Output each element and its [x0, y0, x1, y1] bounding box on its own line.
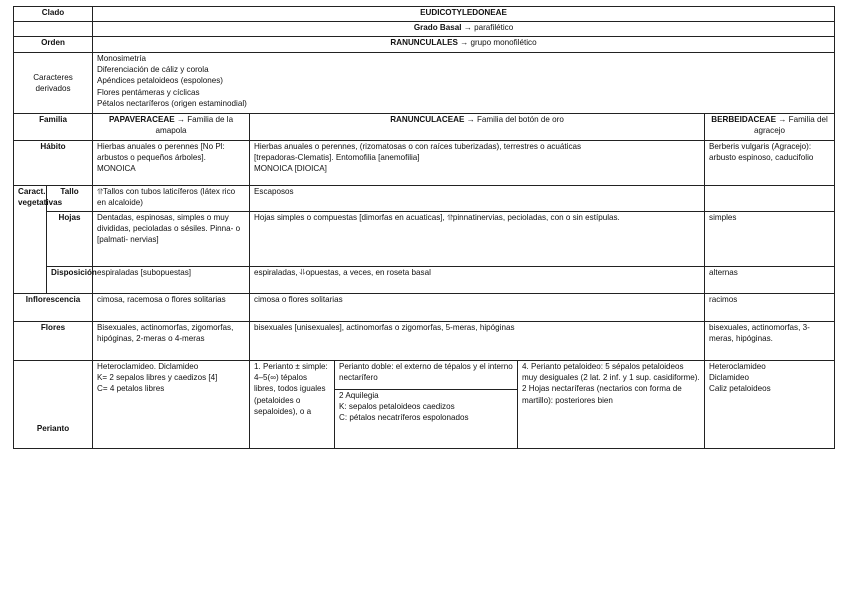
perianto-berb-line: Diclamideo: [709, 373, 750, 383]
grado-value: Grado Basal: [413, 23, 462, 32]
disposicion-label: Disposición: [47, 267, 93, 294]
habito-ranu-line: [trepadoras-Clematis]. Entomofilia [anemofilia]: [254, 153, 420, 163]
row-tallo: [14, 186, 835, 212]
row-disposicion: [14, 267, 835, 294]
flores-ranu: bisexuales [unisexuales], actinomorfas o zigomorfas, 5-meras, hipóginas: [250, 322, 705, 361]
perianto-papa-line: C= 4 petalos libres: [97, 384, 165, 394]
tallo-label: Tallo: [47, 186, 93, 212]
perianto-berb: [705, 361, 835, 449]
habito-ranu-line: Hierbas anuales o perennes, (rizomatosas o con raíces tuberizadas), terrestres o acuáticas: [254, 142, 582, 151]
perianto-ranu-3-line: 4. Perianto petaloideo: 5 sépalos petaloideos muy desiguales (2 lat. 2 inf. y 1 sup. casidiforme).: [522, 362, 700, 383]
orden-suffix: → grupo monofilético: [457, 38, 537, 47]
hojas-berb: simples: [705, 212, 835, 267]
perianto-ranu-3-line: 2 Hojas nectaríferas (nectarios con forma de martillo): posteriores bien: [522, 384, 684, 405]
inflorescencia-papa: cimosa, racemosa o flores solitarias: [93, 294, 250, 322]
row-grado: [14, 22, 835, 37]
row-caracteres: [14, 53, 835, 114]
perianto-ranu-2b-line: 2 Aquilegia: [339, 390, 379, 400]
row-clado: [14, 7, 835, 22]
disposicion-papa: espiraladas [subopuestas]: [93, 267, 250, 294]
perianto-ranu-1: 1. Perianto ± simple: 4–5(∞) tépalos libres, todos iguales (petaloides o sepaloides), o a: [250, 361, 335, 449]
habito-ranu-line: MONOICA [DIOICA]: [254, 164, 327, 174]
perianto-ranu-2b-line: K: sepalos petaloideos caedizos: [339, 401, 455, 411]
perianto-ranu-2b: [335, 389, 517, 423]
familia-berb-name: BERBEIDACEAE: [711, 115, 777, 124]
caracter-item: Apéndices petaloideos (espolones): [97, 76, 224, 86]
inflorescencia-label: Inflorescencia: [14, 294, 93, 322]
clado-label: Clado: [14, 7, 93, 22]
familia-papaveraceae: [93, 114, 250, 141]
orden-value: RANUNCULALES: [390, 38, 458, 47]
perianto-ranu-2-split: [335, 361, 517, 423]
habito-papa: Hierbas anuales o perennes [No Pl: arbustos o pequeños árboles]. MONOICA: [93, 141, 250, 186]
hojas-ranu: Hojas simples o compuestas [dimorfas en acuaticas], ⥣pinnatinervias, pecioladas, con o sin estípulas.: [250, 212, 705, 267]
flores-papa: Bisexuales, actinomorfas, zigomorfas, hipóginas, 2-meras o 4-meras: [93, 322, 250, 361]
inflorescencia-ranu: cimosa o flores solitarias: [250, 294, 705, 322]
row-inflorescencia: [14, 294, 835, 322]
perianto-berb-line: Caliz petaloideos: [709, 384, 771, 394]
orden-label: Orden: [14, 37, 93, 53]
hojas-label: Hojas: [47, 212, 93, 267]
caracter-item: Flores pentámeras y cíclicas: [97, 87, 200, 97]
familia-berberidaceae: [705, 114, 835, 141]
habito-ranu: [250, 141, 705, 186]
flores-label: Flores: [14, 322, 93, 361]
familia-ranu-desc: → Familia del botón de oro: [464, 115, 564, 124]
familia-papa-desc: → Familia de la amapola: [155, 115, 234, 136]
row-orden: [14, 37, 835, 53]
caracteres-label: Caracteres derivados: [14, 53, 93, 114]
row-flores: [14, 322, 835, 361]
perianto-berb-line: Heteroclamideo: [709, 362, 766, 371]
grado-cell: [93, 22, 835, 37]
familia-papa-name: PAPAVERACEAE: [108, 115, 175, 124]
familia-berb-desc: → Familia del agracejo: [753, 115, 828, 136]
row-familia: [14, 114, 835, 141]
tallo-berb: [705, 186, 835, 212]
habito-label: Hábito: [14, 141, 93, 186]
grado-suffix: → parafilético: [461, 23, 514, 32]
caracter-item: Diferenciación de cáliz y corola: [97, 65, 209, 75]
perianto-ranu-2: [335, 361, 518, 449]
perianto-ranu-2a: Perianto doble: el externo de tépalos y el interno nectarífero: [335, 361, 517, 389]
familia-label: Familia: [14, 114, 93, 141]
disposicion-ranu: espiraladas, ⥥opuestas, a veces, en roseta basal: [250, 267, 705, 294]
row-habito: [14, 141, 835, 186]
perianto-label: Perianto: [14, 361, 93, 449]
row-hojas: [14, 212, 835, 267]
perianto-ranu-3: [518, 361, 705, 449]
caracter-item: Pétalos nectaríferos (origen estaminodial): [97, 98, 247, 108]
hojas-papa: Dentadas, espinosas, simples o muy divididas, pecioladas o sésiles. Pinna- o [palmati- nervias]: [93, 212, 250, 267]
inflorescencia-berb: racimos: [705, 294, 835, 322]
clado-value: EUDICOTYLEDONEAE: [93, 7, 835, 22]
row-perianto: [14, 361, 835, 449]
familia-ranunculaceae: [250, 114, 705, 141]
familia-ranu-name: RANUNCULACEAE: [390, 115, 465, 124]
disposicion-berb: alternas: [705, 267, 835, 294]
habito-berb: Berberis vulgaris (Agracejo): arbusto espinoso, caducifolio: [705, 141, 835, 186]
perianto-papa-line: K= 2 sepalos libres y caedizos [4]: [97, 373, 218, 383]
flores-berb: bisexuales, actinomorfas, 3-meras, hipóginas.: [705, 322, 835, 361]
caracter-item: Monosimetría: [97, 54, 147, 63]
perianto-papa-line: Heteroclamideo. Diclamideo: [97, 362, 199, 371]
perianto-papa: [93, 361, 250, 449]
perianto-ranu-2b-line: C: pétalos necatríferos espolonados: [339, 412, 469, 422]
caracteres-list: [93, 53, 835, 114]
orden-cell: [93, 37, 835, 53]
caract-veg-label: Caract. vegetativas: [14, 186, 47, 294]
classification-table: [13, 6, 835, 449]
tallo-papa: ⥣Tallos con tubos laticíferos (látex rico en alcaloide): [93, 186, 250, 212]
tallo-ranu: Escaposos: [250, 186, 705, 212]
